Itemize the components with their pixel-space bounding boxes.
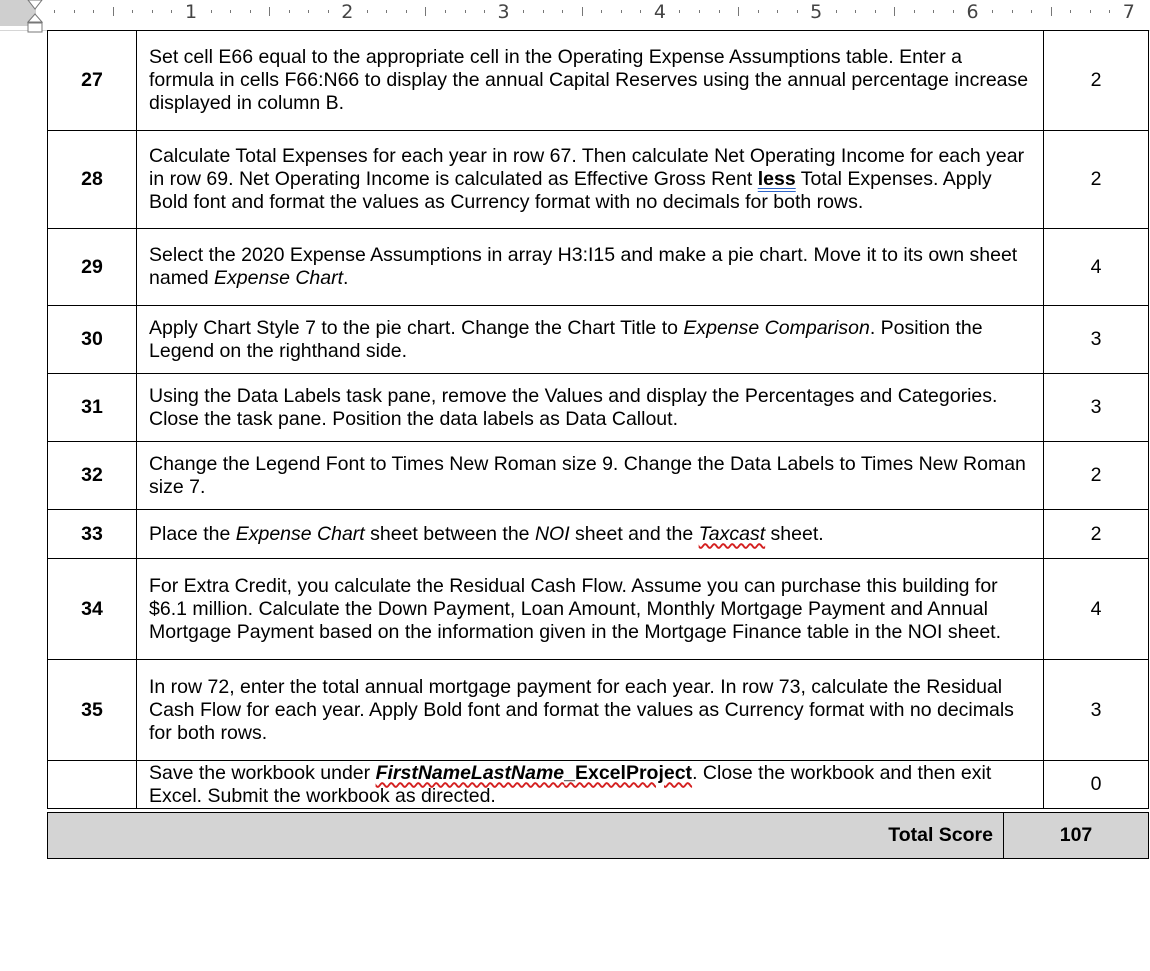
ruler-tick xyxy=(152,10,153,13)
step-description xyxy=(137,229,1044,306)
description-text: . Position the Legend on the righthand side. xyxy=(149,316,983,362)
ruler-tick xyxy=(699,10,700,13)
indent-marker-icon[interactable] xyxy=(27,0,43,36)
ruler-tick xyxy=(1012,10,1013,13)
step-number: 27 xyxy=(48,31,137,131)
ruler-tick xyxy=(914,10,915,13)
step-points: 2 xyxy=(1044,442,1149,510)
step-description xyxy=(137,761,1044,809)
step-description xyxy=(137,559,1044,660)
ruler-tick xyxy=(1070,10,1071,13)
ruler-tick xyxy=(855,10,856,13)
table-row xyxy=(48,229,1149,306)
ruler-number: 2 xyxy=(341,1,354,23)
description-text: Using the Data Labels task pane, remove the Values and display the Percentages and Categories. Close the task pane. Position the data labels as Data Callout. xyxy=(149,384,998,430)
ruler-tick xyxy=(1090,10,1091,13)
description-text: Calculate Total Expenses for each year in row 67. Then calculate Net Operating Income for each year in row 69. Net Operating Income is calculated as Effective Gross Rent xyxy=(149,145,1025,190)
description-text: Expense Chart xyxy=(235,522,365,545)
step-number: 34 xyxy=(48,559,137,660)
ruler-tick xyxy=(386,10,387,13)
ruler-tick xyxy=(719,10,720,13)
table-row xyxy=(48,31,1149,131)
ruler-tick xyxy=(465,10,466,13)
step-number: 32 xyxy=(48,442,137,510)
document-page xyxy=(47,30,1149,859)
table-row xyxy=(48,761,1149,809)
ruler-tick xyxy=(640,10,641,13)
description-text: Expense Comparison xyxy=(683,316,870,339)
description-text: sheet. xyxy=(765,522,824,545)
ruler-number: 3 xyxy=(497,1,510,23)
step-number: 35 xyxy=(48,660,137,761)
ruler-tick xyxy=(601,10,602,13)
description-text: Select the 2020 Expense Assumptions in array H3:I15 and make a pie chart. Move it to its own sheet named xyxy=(149,244,1018,289)
step-points: 0 xyxy=(1044,761,1149,809)
ruler-tick xyxy=(269,7,270,16)
ruler-tick xyxy=(93,10,94,13)
ruler-tick xyxy=(54,10,55,13)
description-text: Set cell E66 equal to the appropriate cell in the Operating Expense Assumptions table. Enter a formula in cells F66:N66 to display the annual Capital Reserves using the annual percentage increase displayed in column B. xyxy=(149,46,1029,114)
description-text: Change the Legend Font to Times New Roman size 9. Change the Data Labels to Times New Roman size 7. xyxy=(149,452,1026,498)
table-row xyxy=(48,559,1149,660)
step-number: 28 xyxy=(48,131,137,229)
step-description xyxy=(137,306,1044,374)
table-row xyxy=(48,306,1149,374)
description-text: Total Expenses. Apply Bold font and format the values as Currency format with no decimals for both rows. xyxy=(149,168,992,213)
step-number: 33 xyxy=(48,510,137,559)
ruler-tick xyxy=(992,10,993,13)
ruler-tick xyxy=(1051,7,1052,16)
ruler-tick xyxy=(679,10,680,13)
ruler-tick xyxy=(1109,10,1110,13)
ruler-tick xyxy=(738,7,739,16)
total-score-row xyxy=(47,812,1149,859)
ruler-tick xyxy=(132,10,133,13)
ruler-tick xyxy=(777,10,778,13)
total-score-value: 107 xyxy=(1004,813,1149,859)
ruler-tick xyxy=(797,10,798,13)
step-number xyxy=(48,761,137,809)
ruler-tick xyxy=(445,10,446,13)
step-points: 3 xyxy=(1044,374,1149,442)
step-points: 3 xyxy=(1044,660,1149,761)
ruler-tick xyxy=(230,10,231,13)
step-description xyxy=(137,660,1044,761)
step-points: 2 xyxy=(1044,510,1149,559)
ruler-tick xyxy=(367,10,368,13)
description-text: FirstNameLastName xyxy=(375,761,565,784)
ruler-number: 7 xyxy=(1122,1,1135,23)
step-description xyxy=(137,31,1044,131)
ruler-tick xyxy=(308,10,309,13)
ruler-tick xyxy=(543,10,544,13)
step-points: 4 xyxy=(1044,559,1149,660)
description-text: _ExcelProject xyxy=(564,761,693,784)
step-description xyxy=(137,510,1044,559)
table-row xyxy=(48,510,1149,559)
table-row xyxy=(48,131,1149,229)
step-number: 30 xyxy=(48,306,137,374)
ruler-number: 1 xyxy=(184,1,198,23)
description-text: sheet and the xyxy=(569,522,699,545)
description-text: For Extra Credit, you calculate the Residual Cash Flow. Assume you can purchase this building for $6.1 million. Calculate the Down Payment, Loan Amount, Monthly Mortgage Payment and Annual Mortgage Payment based on the information given in the Mortgage Finance table in the NOI sheet. xyxy=(149,574,1002,643)
description-text: Save the workbook under xyxy=(149,761,376,784)
step-description xyxy=(137,442,1044,510)
description-text: . Close the workbook and then exit Excel. Submit the workbook as directed. xyxy=(149,761,992,807)
table-row xyxy=(48,374,1149,442)
ruler-tick xyxy=(211,10,212,13)
ruler-tick xyxy=(523,10,524,13)
ruler-tick xyxy=(1031,10,1032,13)
step-description xyxy=(137,374,1044,442)
ruler-strip xyxy=(36,0,1150,26)
grading-rubric-table xyxy=(47,30,1149,809)
description-text: sheet between the xyxy=(364,522,535,545)
ruler-number: 6 xyxy=(966,1,979,23)
ruler-tick xyxy=(582,7,583,16)
ruler-tick xyxy=(484,10,485,13)
ruler-number: 5 xyxy=(810,1,823,23)
description-text: Place the xyxy=(149,522,236,545)
step-points: 2 xyxy=(1044,31,1149,131)
step-number: 29 xyxy=(48,229,137,306)
ruler-tick xyxy=(836,10,837,13)
table-row xyxy=(48,442,1149,510)
step-number: 31 xyxy=(48,374,137,442)
step-points: 2 xyxy=(1044,131,1149,229)
description-text: Apply Chart Style 7 to the pie chart. Change the Chart Title to xyxy=(149,316,684,339)
ruler-tick xyxy=(933,10,934,13)
step-points: 4 xyxy=(1044,229,1149,306)
ruler-tick xyxy=(953,10,954,13)
ruler-tick xyxy=(328,10,329,13)
step-description xyxy=(137,131,1044,229)
ruler-tick xyxy=(894,7,895,16)
ruler-tick xyxy=(425,7,426,16)
description-text: Taxcast xyxy=(698,522,766,545)
step-points: 3 xyxy=(1044,306,1149,374)
ruler-number: 4 xyxy=(653,1,666,23)
ruler-tick xyxy=(562,10,563,13)
ruler-tick xyxy=(621,10,622,13)
description-text: . xyxy=(343,267,349,289)
description-text: In row 72, enter the total annual mortgage payment for each year. In row 73, calculate the Residual Cash Flow for each year. Apply Bold font and format the values as Currency format with no decimals for both rows. xyxy=(149,675,1014,744)
description-text: Expense Chart xyxy=(214,267,344,289)
ruler-tick xyxy=(74,10,75,13)
description-text: less xyxy=(757,168,796,190)
ruler-tick xyxy=(406,10,407,13)
ruler-tick xyxy=(758,10,759,13)
description-text: NOI xyxy=(534,522,570,545)
ruler-tick xyxy=(875,10,876,13)
total-score-label: Total Score xyxy=(48,813,1004,859)
ruler-tick xyxy=(289,10,290,13)
table-row xyxy=(48,660,1149,761)
ruler-tick xyxy=(171,10,172,13)
horizontal-ruler[interactable] xyxy=(0,0,1150,31)
ruler-tick xyxy=(113,7,114,16)
ruler-tick xyxy=(250,10,251,13)
